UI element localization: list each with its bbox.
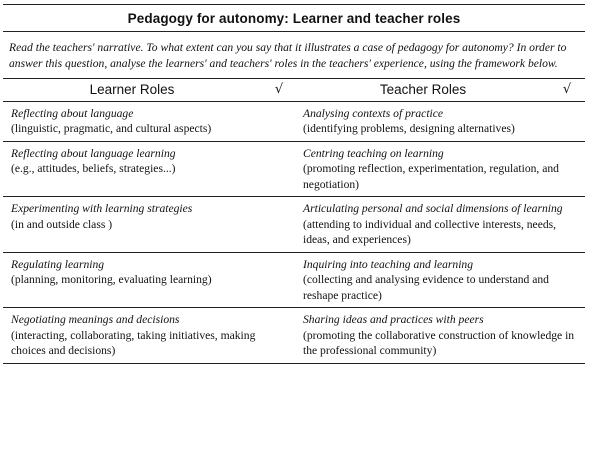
learner-role-desc: (interacting, collaborating, taking initiatives, making choices and decisions) (11, 328, 256, 358)
learner-role-cell (3, 142, 297, 197)
worksheet (3, 4, 585, 364)
teacher-role-name: Analysing contexts of practice (303, 106, 444, 120)
teacher-role-cell (297, 142, 585, 197)
learner-role-name: Negotiating meanings and decisions (11, 313, 180, 327)
learner-role-cell (3, 197, 297, 252)
table-row (3, 142, 585, 198)
teacher-check-header: √ (562, 82, 572, 98)
learner-role-cell (3, 253, 297, 308)
teacher-role-cell (297, 102, 585, 141)
teacher-role-desc: (promoting the collaborative construction of knowledge in the professional community) (303, 328, 575, 358)
teacher-role-desc: (attending to individual and collective interests, needs, ideas, and experiences) (303, 217, 557, 247)
teacher-role-name: Articulating personal and social dimensions of learning (303, 202, 563, 216)
table-row (3, 308, 585, 363)
learner-role-name: Experimenting with learning strategies (11, 202, 193, 216)
table-row (3, 197, 585, 253)
teacher-role-cell (297, 197, 585, 252)
teacher-role-name: Sharing ideas and practices with peers (303, 313, 484, 327)
teacher-roles-header: Teacher Roles (379, 82, 467, 98)
learner-role-cell (3, 308, 297, 363)
table-row (3, 253, 585, 309)
learner-roles-header: Learner Roles (89, 82, 175, 98)
teacher-role-cell (297, 308, 585, 363)
worksheet-title: Pedagogy for autonomy: Learner and teacher roles (3, 4, 585, 32)
learner-role-cell (3, 102, 297, 141)
learner-role-desc: (e.g., attitudes, beliefs, strategies...) (11, 162, 176, 176)
teacher-role-desc: (promoting reflection, experimentation, regulation, and negotiation) (303, 162, 559, 191)
learner-role-desc: (linguistic, pragmatic, and cultural aspects) (11, 122, 212, 136)
learner-role-name: Reflecting about language (11, 106, 134, 120)
teacher-role-name: Inquiring into teaching and learning (303, 257, 474, 271)
teacher-role-name: Centring teaching on learning (303, 146, 444, 160)
learner-check-header: √ (274, 82, 284, 98)
teacher-role-desc: (collecting and analysing evidence to understand and reshape practice) (303, 273, 549, 302)
learner-role-name: Reflecting about language learning (11, 146, 176, 160)
roles-table (3, 78, 585, 364)
learner-role-desc: (in and outside class ) (11, 217, 113, 231)
learner-role-desc: (planning, monitoring, evaluating learning) (11, 273, 212, 287)
table-row (3, 102, 585, 142)
teacher-role-cell (297, 253, 585, 308)
table-header-row (3, 78, 585, 102)
instructions-text: Read the teachers' narrative. To what extent can you say that it illustrates a case of pedagogy for autonomy? In order to answer this question, analyse the learners' and teachers' roles in the teachers' experience, using the framework below. (9, 41, 567, 70)
learner-role-name: Regulating learning (11, 257, 105, 271)
teacher-role-desc: (identifying problems, designing alternatives) (303, 122, 515, 136)
